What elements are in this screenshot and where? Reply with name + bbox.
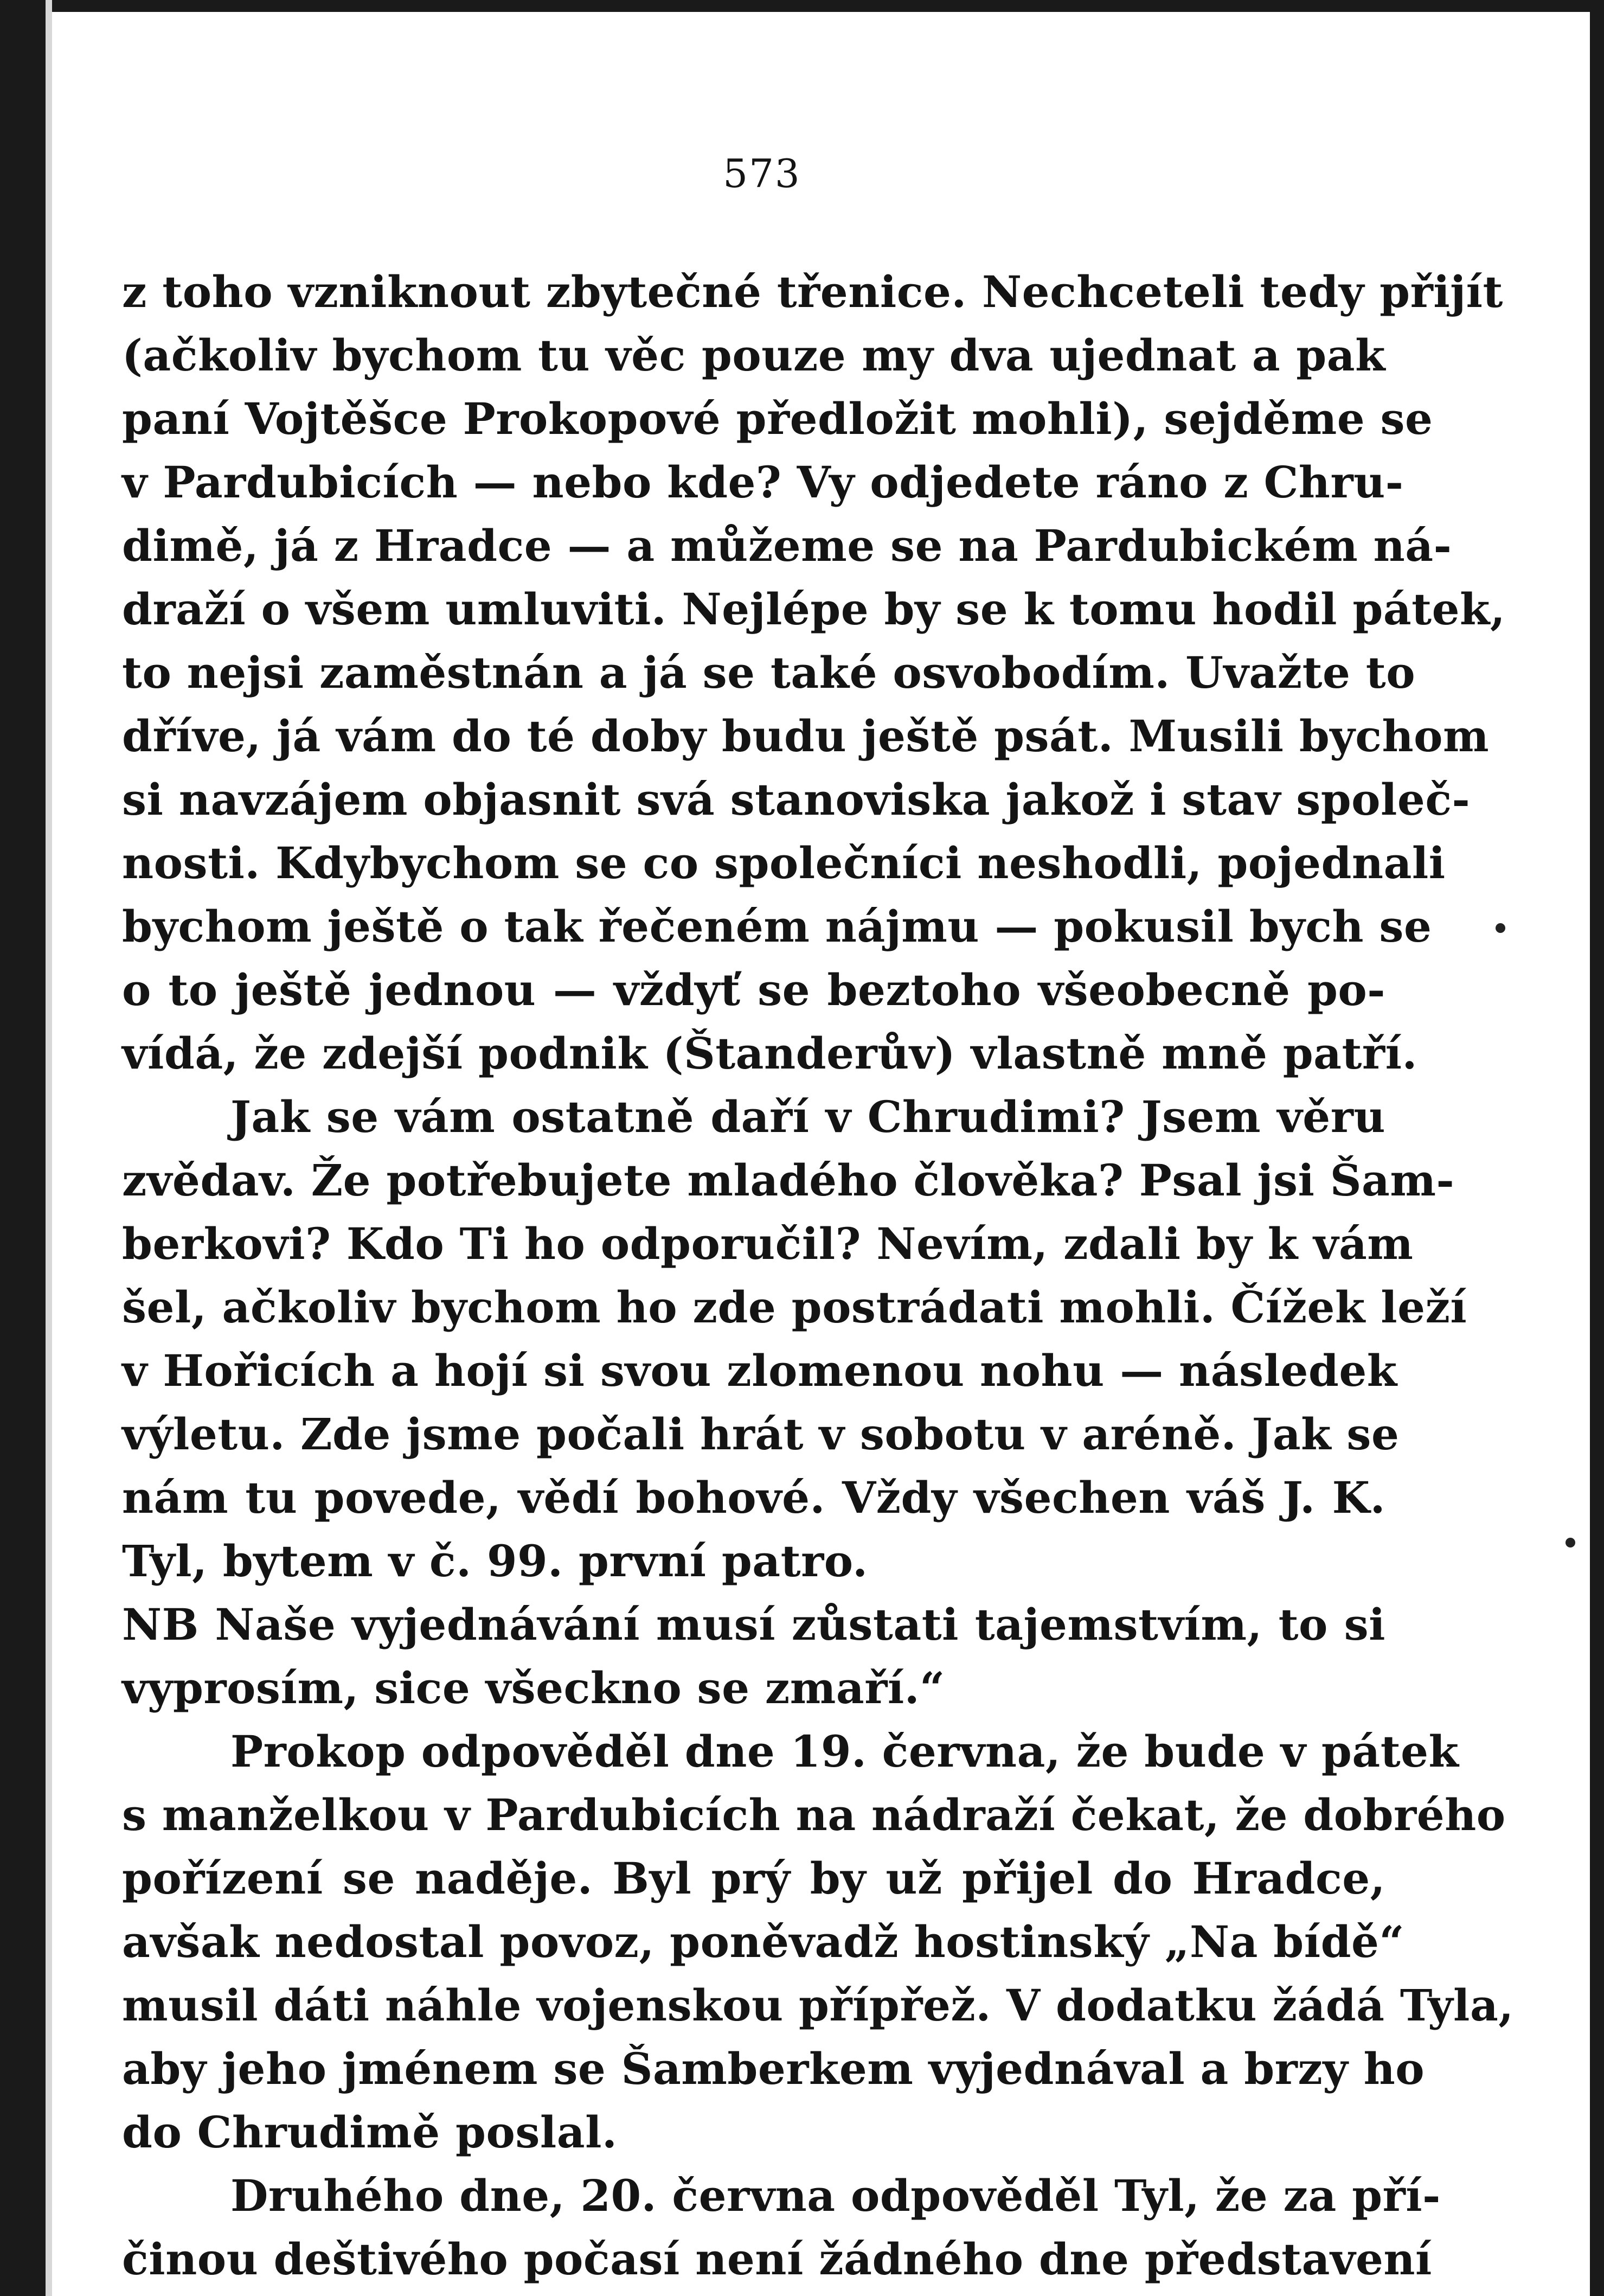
- text-line: zvědav. Že potřebujete mladého člověka? Psal jsi Šam-: [122, 1155, 1455, 1206]
- page-number: 573: [723, 151, 801, 196]
- text-line: dříve, já vám do té doby budu ještě psát. Musili bychom: [122, 711, 1490, 762]
- text-line: draží o všem umluviti. Nejlépe by se k tomu hodil pátek,: [122, 584, 1506, 635]
- text-line: to nejsi zaměstnán a já se také osvobodím. Uvažte to: [122, 647, 1416, 698]
- text-line: o to ještě jednou — vždyť se beztoho všeobecně po-: [122, 964, 1385, 1015]
- text-line: činou deštivého počasí není žádného dne představení: [122, 2234, 1432, 2285]
- text-line: bychom ještě o tak řečeném nájmu — pokusil bych se: [122, 901, 1432, 952]
- text-line: si navzájem objasnit svá stanoviska jakož i stav společ-: [122, 774, 1471, 825]
- speck: [1496, 923, 1505, 933]
- text-line: vyprosím, sice všeckno se zmaří.“: [122, 1662, 945, 1713]
- scan-right-border: [1590, 0, 1604, 2296]
- text-line: v Hořicích a hojí si svou zlomenou nohu — následek: [122, 1345, 1397, 1396]
- text-line: výletu. Zde jsme počali hrát v sobotu v aréně. Jak se: [122, 1409, 1400, 1460]
- text-line: nám tu povede, vědí bohové. Vždy všechen váš J. K.: [122, 1472, 1385, 1523]
- scan-top-border: [0, 0, 1604, 12]
- text-line: musil dáti náhle vojenskou přípřež. V dodatku žádá Tyla,: [122, 1980, 1514, 2031]
- book-page: [122, 146, 1514, 2291]
- text-line: z toho vzniknout zbytečné třenice. Nechceteli tedy přijít: [122, 266, 1503, 317]
- scan-left-border: [0, 0, 46, 2296]
- text-line: šel, ačkoliv bychom ho zde postrádati mohli. Čížek leží: [122, 1282, 1467, 1333]
- text-line: (ačkoliv bychom tu věc pouze my dva ujednat a pak: [122, 330, 1385, 381]
- text-line: vídá, že zdejší podnik (Štanderův) vlastně mně patří.: [122, 1028, 1417, 1079]
- body-text: [122, 260, 1514, 2291]
- text-line: nosti. Kdybychom se co společníci neshodli, pojednali: [122, 837, 1446, 888]
- text-line: Tyl, bytem v č. 99. první patro.: [122, 1536, 868, 1587]
- text-line: s manželkou v Pardubicích na nádraží čekat, že dobrého: [122, 1789, 1506, 1840]
- text-line: avšak nedostal povoz, poněvadž hostinský „Na bídě“: [122, 1916, 1404, 1967]
- text-line: aby jeho jménem se Šamberkem vyjednával a brzy ho: [122, 2043, 1425, 2094]
- text-line: berkovi? Kdo Ti ho odporučil? Nevím, zdali by k vám: [122, 1218, 1414, 1269]
- scan-left-edge: [46, 0, 52, 2296]
- text-line: NB Naše vyjednávání musí zůstati tajemstvím, to si: [122, 1599, 1385, 1650]
- text-line: pořízení se naděje. Byl prý by už přijel do Hradce,: [122, 1853, 1385, 1904]
- text-line: dimě, já z Hradce — a můžeme se na Pardubickém ná-: [122, 520, 1452, 571]
- text-line: do Chrudimě poslal.: [122, 2107, 618, 2158]
- text-line: paní Vojtěšce Prokopové předložit mohli), sejděme se: [122, 393, 1433, 444]
- text-line: Jak se vám ostatně daří v Chrudimi? Jsem věru: [230, 1091, 1385, 1142]
- speck: [1565, 1538, 1575, 1547]
- text-line: v Pardubicích — nebo kde? Vy odjedete ráno z Chru-: [122, 457, 1404, 508]
- text-line: Druhého dne, 20. června odpověděl Tyl, že za pří-: [230, 2170, 1441, 2221]
- text-line: Prokop odpověděl dne 19. června, že bude v pátek: [230, 1726, 1459, 1777]
